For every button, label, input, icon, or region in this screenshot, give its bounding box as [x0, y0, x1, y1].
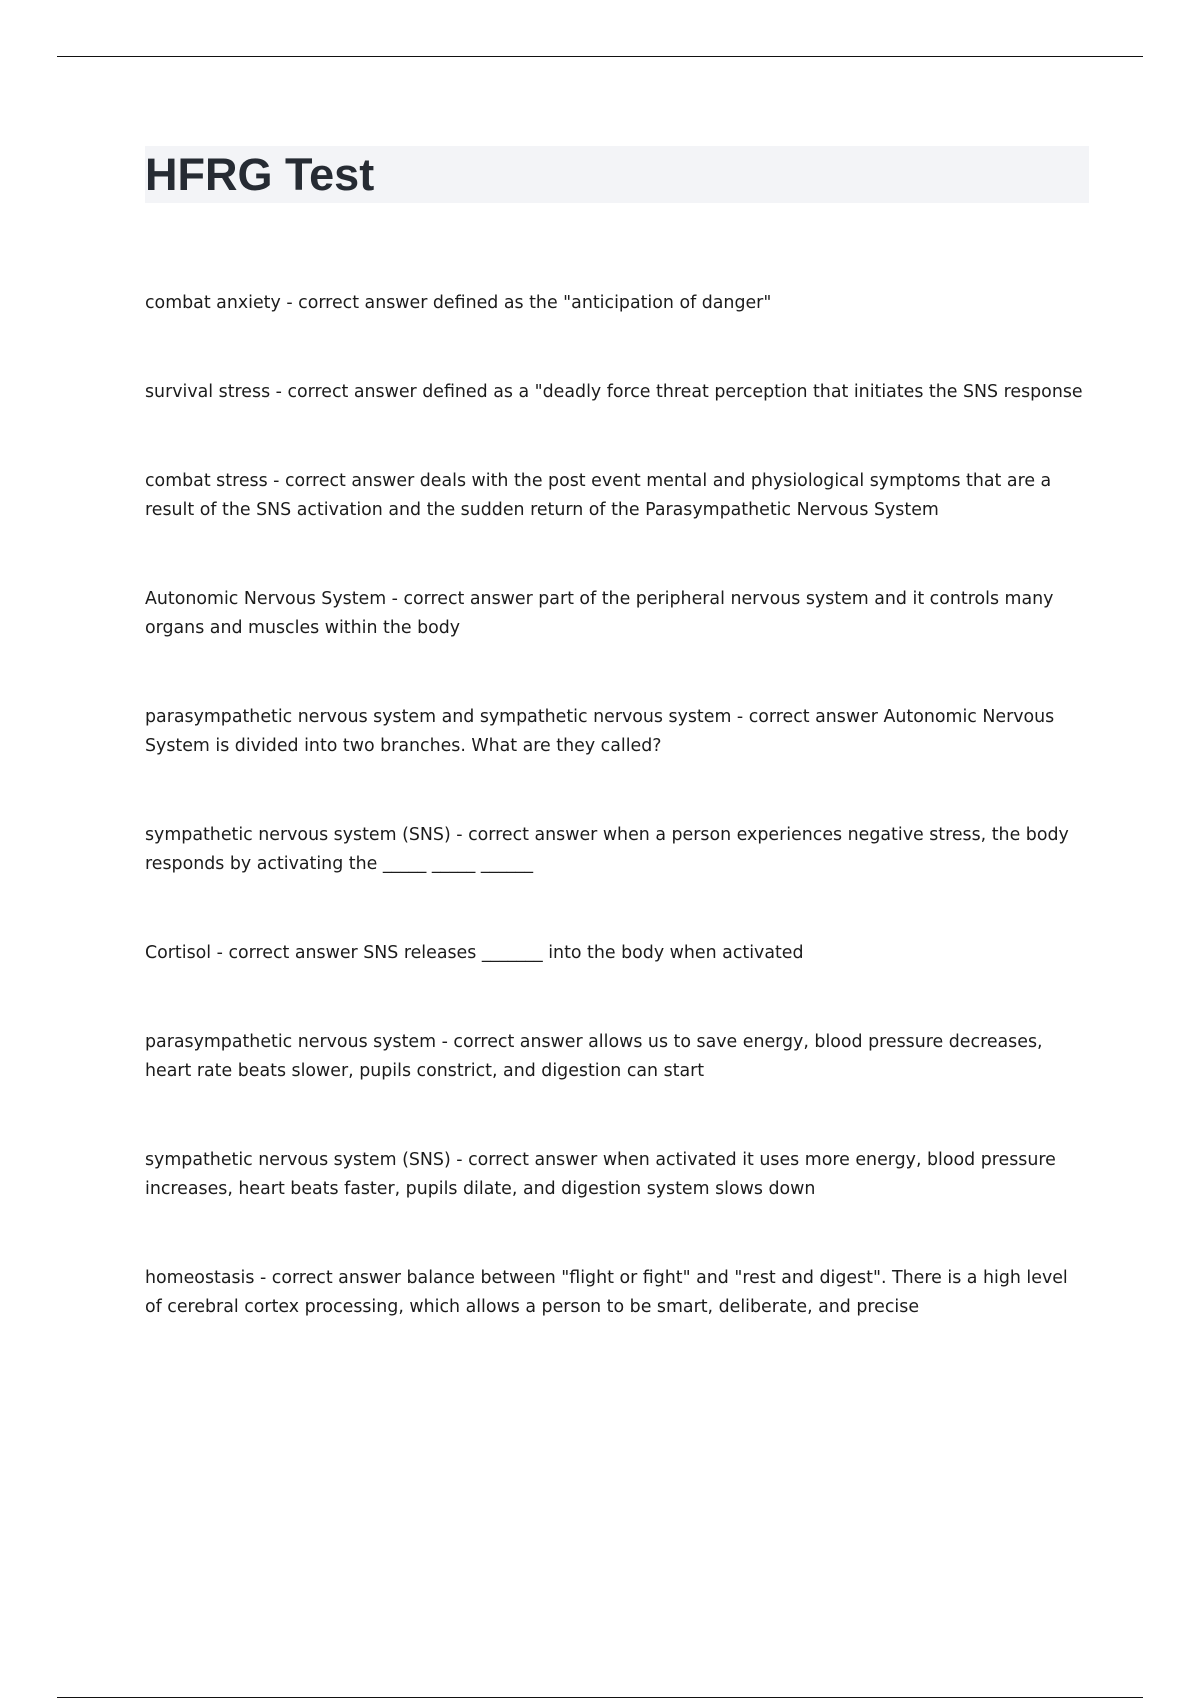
entry-parasympathetic: parasympathetic nervous system - correct answer allows us to save energy, blood pressure decreases, heart rate beats slower, pupils constrict, and digestion can start	[145, 1032, 1043, 1081]
entry-ans-branches: parasympathetic nervous system and sympathetic nervous system - correct answer Autonomic Nervous System is divided into two branches. What are they called?	[145, 707, 1055, 756]
bottom-rule	[57, 1697, 1143, 1698]
entry-combat-stress: combat stress - correct answer deals with the post event mental and physiological symptoms that are a result of the SNS activation and the sudden return of the Parasympathetic Nervous System	[145, 471, 1052, 520]
entry-combat-anxiety: combat anxiety - correct answer defined as the "anticipation of danger"	[145, 293, 772, 313]
entry-cortisol: Cortisol - correct answer SNS releases _______ into the body when activated	[145, 943, 804, 963]
document-title: HFRG Test	[145, 149, 375, 200]
entry-list	[145, 289, 1090, 1382]
entry-survival-stress: survival stress - correct answer defined as a "deadly force threat perception that initiates the SNS response	[145, 382, 1083, 402]
entry-homeostasis: homeostasis - correct answer balance between "flight or fight" and "rest and digest". There is a high level of cerebral cortex processing, which allows a person to be smart, deliberate, and precise	[145, 1268, 1068, 1317]
entry-autonomic-nervous-system: Autonomic Nervous System - correct answer part of the peripheral nervous system and it controls many organs and muscles within the body	[145, 589, 1054, 638]
top-rule	[57, 56, 1143, 57]
entry-sympathetic: sympathetic nervous system (SNS) - correct answer when activated it uses more energy, blood pressure increases, heart beats faster, pupils dilate, and digestion system slows down	[145, 1150, 1056, 1199]
entry-sns-activation: sympathetic nervous system (SNS) - correct answer when a person experiences negative stress, the body responds by activating the _____ _____ ______	[145, 825, 1069, 874]
